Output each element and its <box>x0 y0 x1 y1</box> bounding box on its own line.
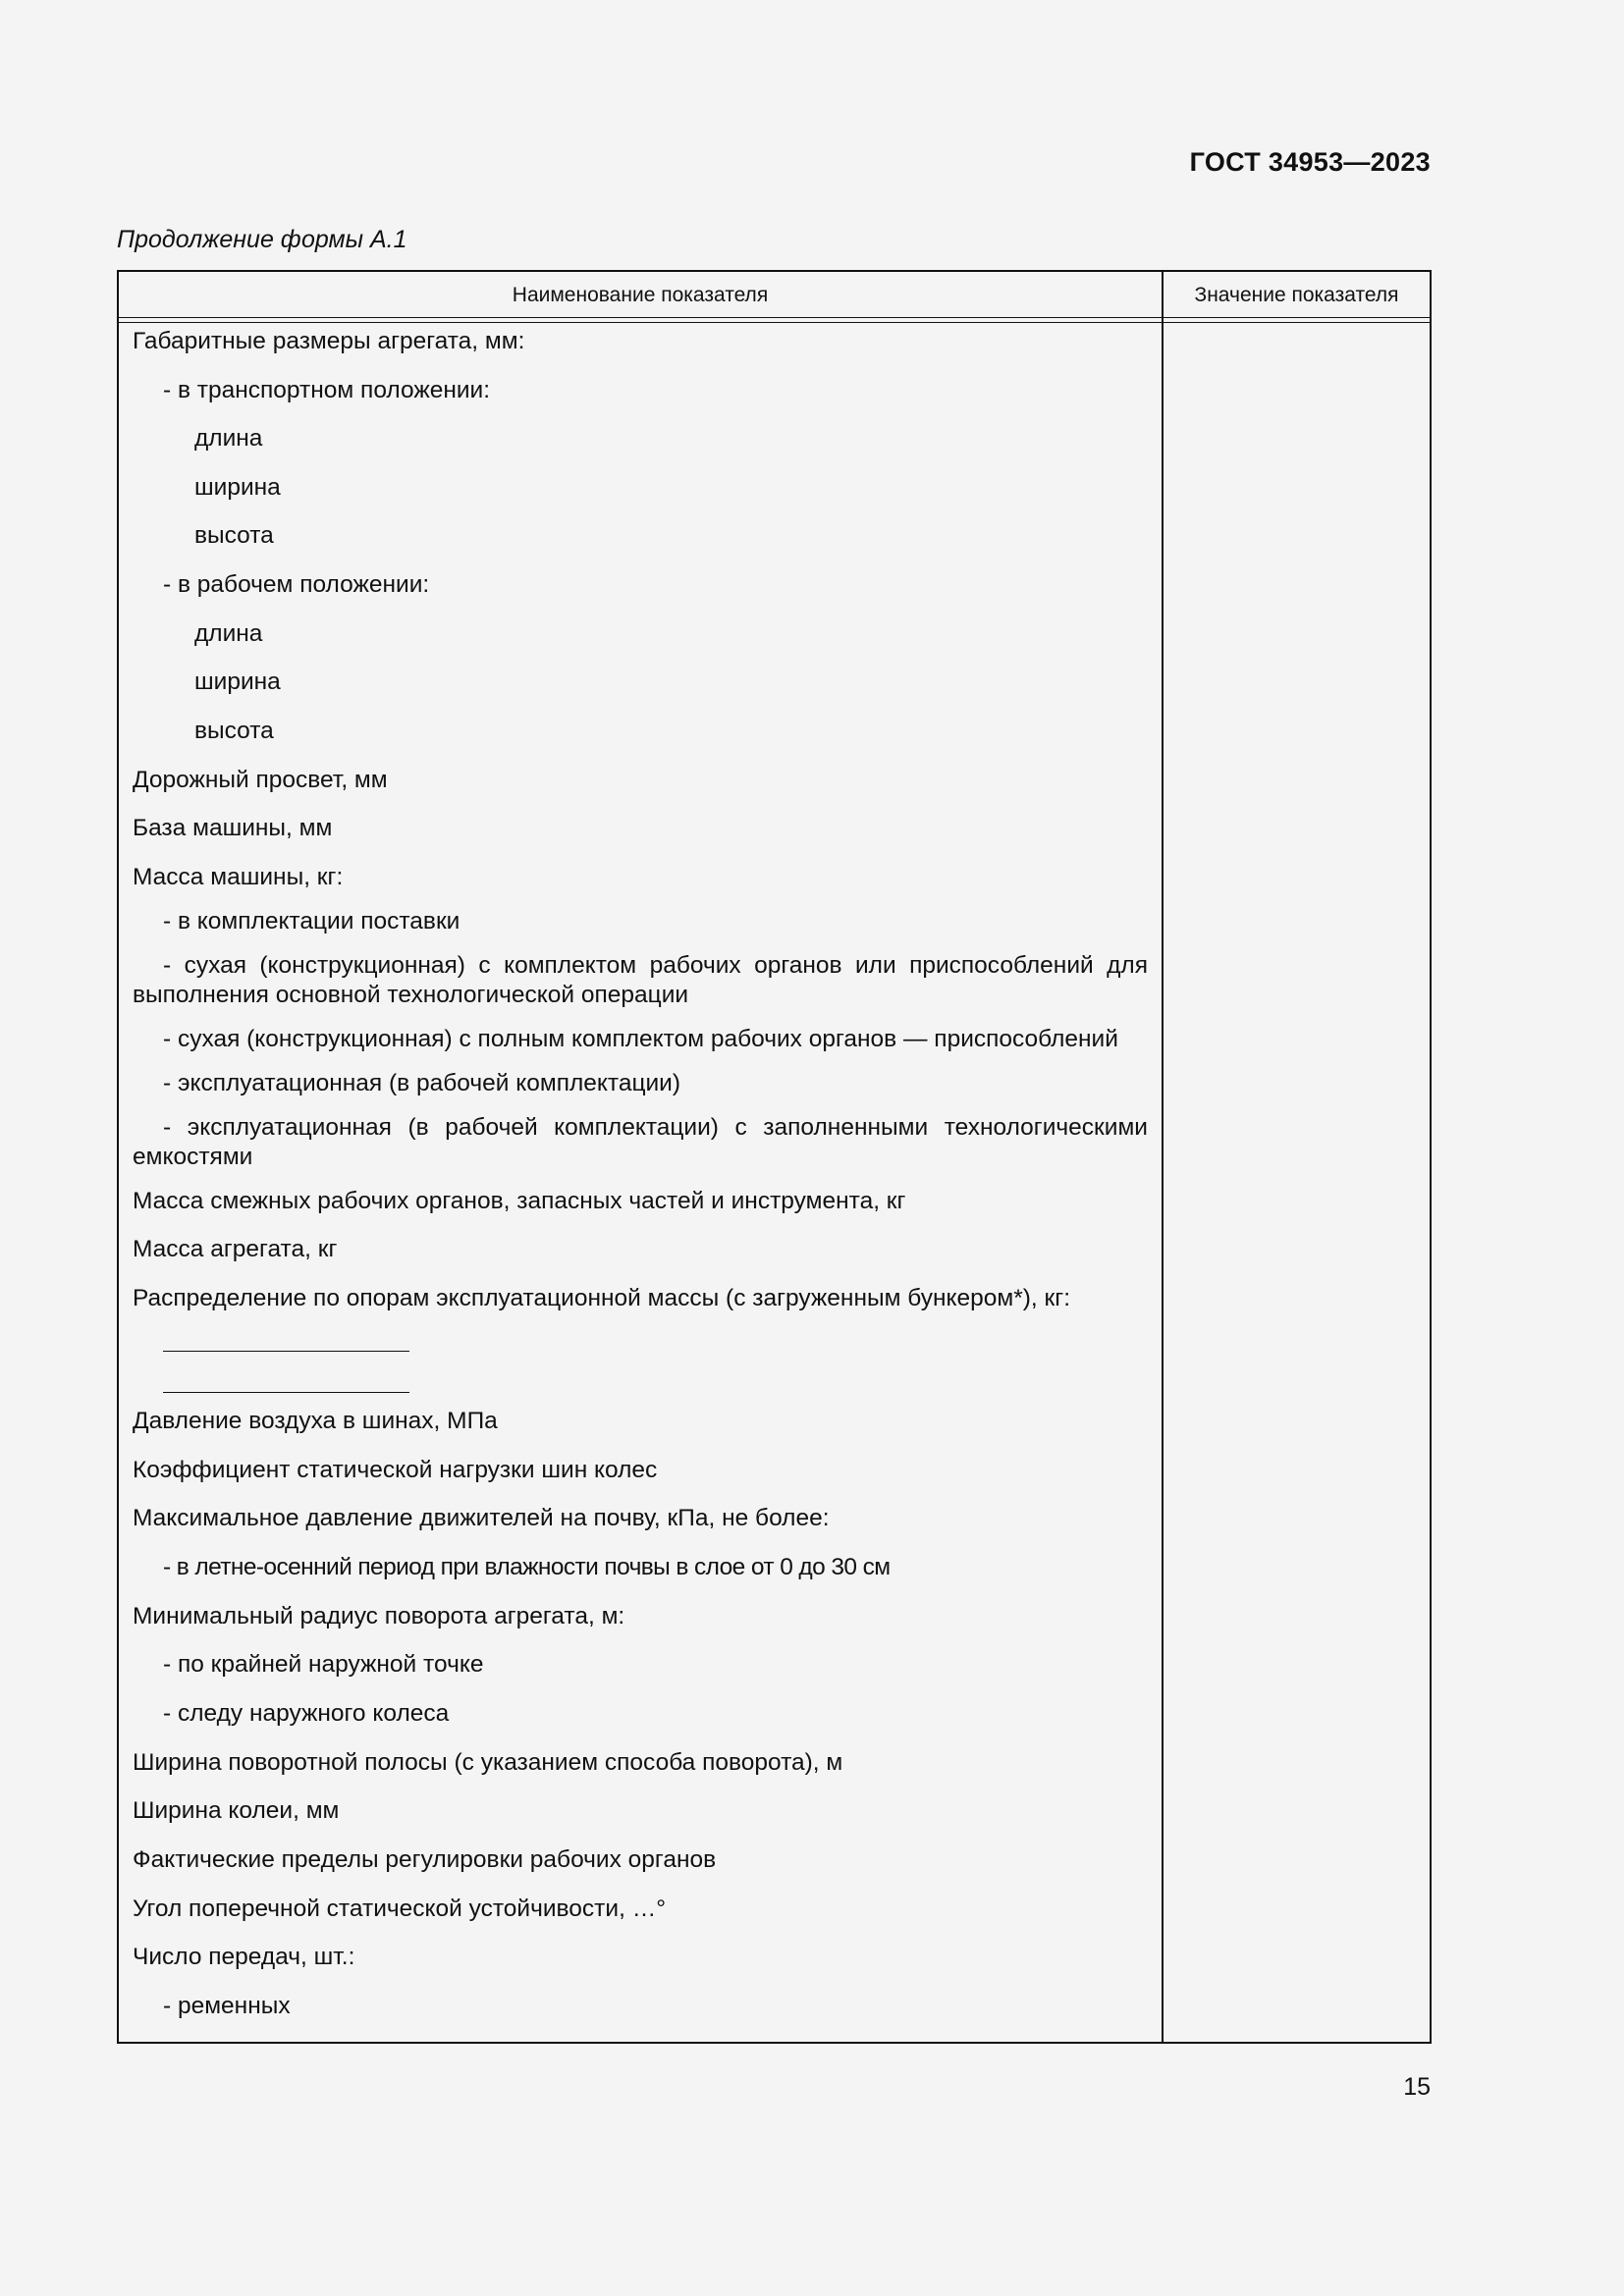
header-indicator-name: Наименование показателя <box>512 284 769 306</box>
header-rule <box>119 322 1430 323</box>
table-row: Распределение по опорам эксплуатационной массы (с загруженным бункером*), кг: <box>133 1285 1071 1311</box>
table-row: Максимальное давление движителей на почву, кПа, не более: <box>133 1505 830 1531</box>
table-row: ширина <box>194 474 281 501</box>
table-row: Габаритные размеры агрегата, мм: <box>133 328 525 354</box>
table-row: Фактические пределы регулировки рабочих органов <box>133 1846 717 1873</box>
table-row: Минимальный радиус поворота агрегата, м: <box>133 1603 625 1629</box>
indicator-table <box>117 270 1432 2044</box>
blank-line <box>163 1351 409 1352</box>
table-row: - в комплектации поставки <box>163 908 460 934</box>
table-row: ширина <box>194 668 281 695</box>
table-row: - эксплуатационная (в рабочей комплектации) <box>163 1070 681 1096</box>
form-caption: Продолжение формы А.1 <box>117 226 407 253</box>
table-row: База машины, мм <box>133 815 333 841</box>
table-row: Масса машины, кг: <box>133 864 344 890</box>
table-row: Коэффициент статической нагрузки шин колес <box>133 1457 658 1483</box>
header-rule <box>119 317 1430 318</box>
table-header <box>119 272 1430 317</box>
table-row: Давление воздуха в шинах, МПа <box>133 1408 498 1434</box>
table-row: - в рабочем положении: <box>163 571 430 598</box>
table-row: длина <box>194 425 263 452</box>
table-row: длина <box>194 620 263 647</box>
page-number: 15 <box>1403 2073 1431 2101</box>
table-row: - сухая (конструкционная) с комплектом рабочих органов или приспособлений для выполнения основной технологической операции <box>133 952 1148 1008</box>
doc-code: ГОСТ 34953—2023 <box>1189 147 1431 177</box>
table-row: - эксплуатационная (в рабочей комплектации) с заполненными технологическими емкостями <box>133 1114 1148 1170</box>
table-row: - в летне-осенний период при влажности почвы в слое от 0 до 30 см <box>163 1554 891 1580</box>
table-row: - ременных <box>163 1993 291 2019</box>
table-row: Ширина колеи, мм <box>133 1797 340 1824</box>
table-row: Масса агрегата, кг <box>133 1236 338 1262</box>
table-row: Угол поперечной статической устойчивости, …° <box>133 1896 666 1922</box>
table-row: Число передач, шт.: <box>133 1944 355 1970</box>
table-row: Ширина поворотной полосы (с указанием способа поворота), м <box>133 1749 843 1776</box>
header-indicator-value: Значение показателя <box>1194 284 1399 306</box>
table-row: - в транспортном положении: <box>163 377 491 403</box>
blank-line <box>163 1392 409 1393</box>
table-row: - сухая (конструкционная) с полным комплектом рабочих органов — приспособлений <box>163 1026 1118 1052</box>
table-row: Дорожный просвет, мм <box>133 767 388 793</box>
table-row: Масса смежных рабочих органов, запасных частей и инструмента, кг <box>133 1188 906 1214</box>
column-divider <box>1162 272 1164 2042</box>
table-row: высота <box>194 522 274 549</box>
table-row: - следу наружного колеса <box>163 1700 450 1727</box>
table-row: - по крайней наружной точке <box>163 1651 484 1678</box>
table-row: высота <box>194 718 274 744</box>
